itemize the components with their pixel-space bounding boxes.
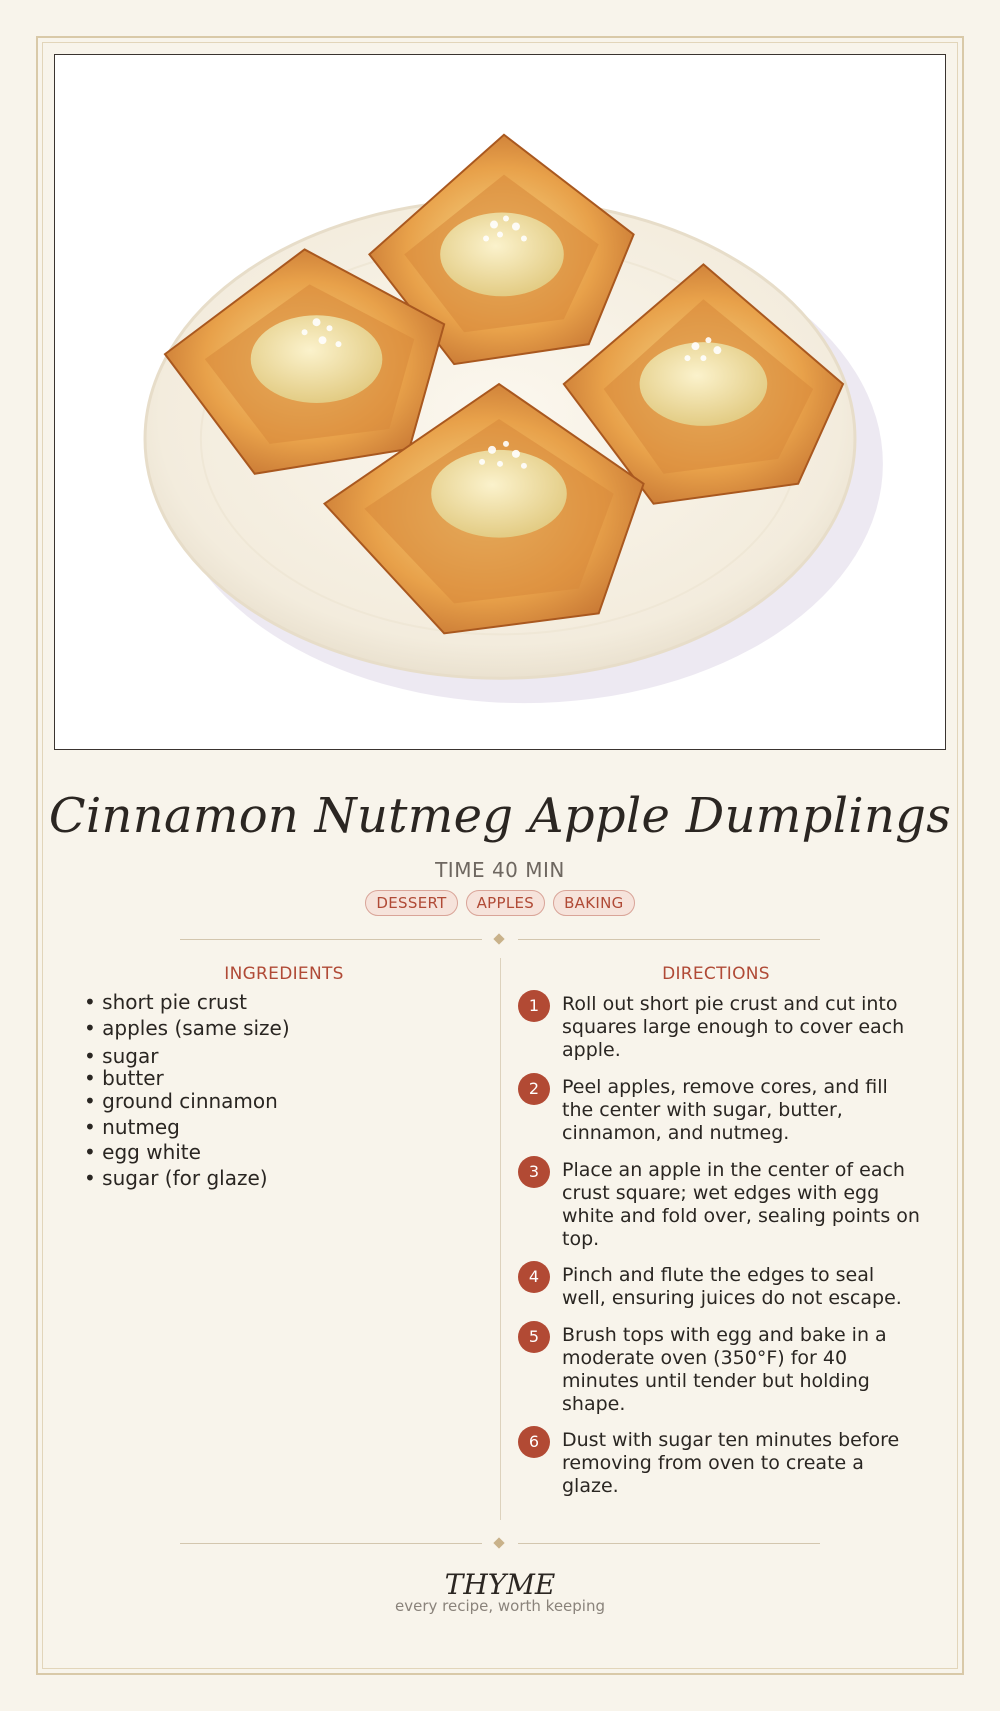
step-text: Pinch and flute the edges to seal well, ensuring juices do not escape. [562,1264,902,1309]
step-text: Brush tops with egg and bake in a moderate oven (350°F) for 40 minutes until tender but holding shape. [562,1324,887,1415]
step-text: Roll out short pie crust and cut into squares large enough to cover each apple. [562,993,905,1061]
step-text: Place an apple in the center of each crust square; wet edges with egg white and fold over, sealing points on top. [562,1159,920,1250]
section-divider-top [180,933,820,947]
ingredient-item: • sugar (for glaze) [84,1166,268,1190]
brand-logo-text: THYME [444,1568,556,1601]
step-number-badge: 4 [518,1261,550,1293]
step-number-badge: 1 [518,990,550,1022]
ingredient-item: • ground cinnamon [84,1089,278,1113]
step-number-badge: 3 [518,1156,550,1188]
ingredient-item: • short pie crust [84,990,247,1014]
tag-dessert[interactable]: DESSERT [365,890,457,916]
column-divider [500,958,501,1520]
tag-list [0,890,1000,916]
section-divider-bottom [180,1537,820,1551]
diamond-ornament-icon [493,933,504,944]
ingredients-heading: INGREDIENTS [224,964,344,984]
ingredient-item: • sugar [84,1044,159,1068]
ingredient-item: • nutmeg [84,1115,180,1139]
step-number-badge: 6 [518,1426,550,1458]
diamond-ornament-icon [493,1537,504,1548]
step-text: Dust with sugar ten minutes before removing from oven to create a glaze. [562,1429,900,1497]
recipe-title: Cinnamon Nutmeg Apple Dumplings [48,788,952,844]
step-text: Peel apples, remove cores, and fill the center with sugar, butter, cinnamon, and nutmeg. [562,1076,888,1144]
directions-heading: DIRECTIONS [662,964,770,984]
hero-image-apple-dumplings [54,54,946,750]
tag-apples[interactable]: APPLES [466,890,546,916]
step-number-badge: 5 [518,1321,550,1353]
brand-tagline: every recipe, worth keeping [394,1597,605,1615]
ingredient-item: • butter [84,1066,164,1090]
step-number-badge: 2 [518,1073,550,1105]
tag-baking[interactable]: BAKING [553,890,634,916]
ingredient-item: • egg white [84,1140,201,1164]
ingredient-item: • apples (same size) [84,1016,290,1040]
cook-time: TIME 40 MIN [435,858,565,882]
